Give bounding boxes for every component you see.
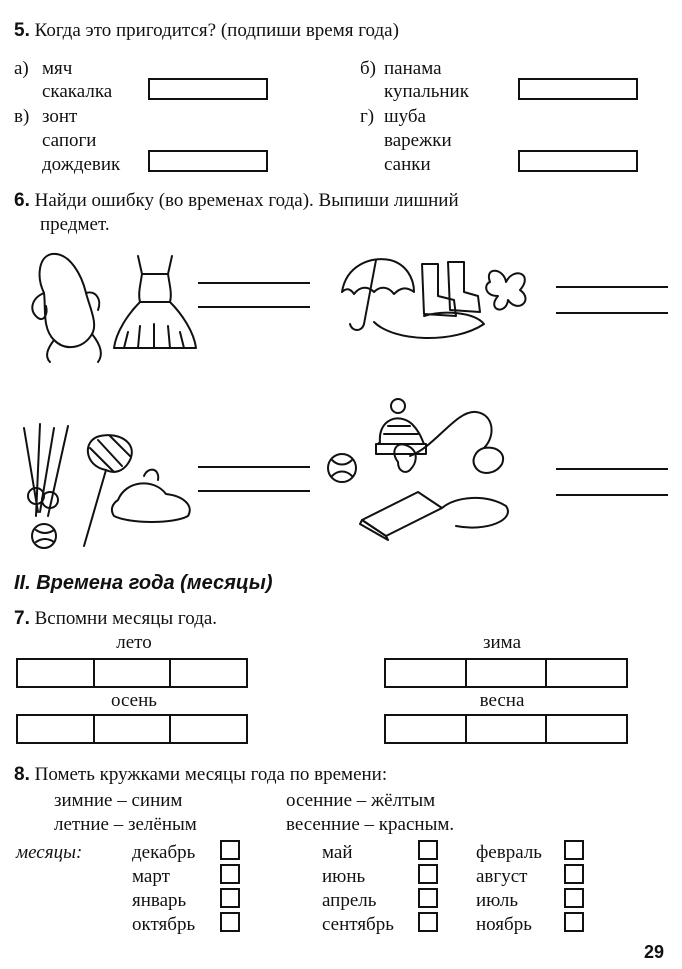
task5-letter-b: б): [360, 58, 376, 79]
month-item: ноябрь: [476, 914, 532, 935]
checkbox[interactable]: [418, 912, 438, 932]
legend-winter: зимние – синим: [54, 790, 183, 811]
task5-item: мяч: [42, 58, 73, 79]
months-grid-autumn[interactable]: [16, 714, 248, 744]
legend-summer: летние – зелёным: [54, 814, 197, 835]
month-item: август: [476, 866, 528, 887]
month-item: апрель: [322, 890, 377, 911]
task5-letter-a: а): [14, 58, 29, 79]
legend-spring: весенние – красным.: [286, 814, 455, 835]
answer-line-1a[interactable]: [198, 282, 310, 284]
answer-box-v[interactable]: [148, 150, 268, 172]
checkbox[interactable]: [220, 912, 240, 932]
task5-item: шуба: [384, 106, 426, 127]
task5-item: варежки: [384, 130, 452, 151]
answer-line-2a[interactable]: [556, 286, 668, 288]
task5-item: купальник: [384, 81, 469, 102]
task5-letter-g: г): [360, 106, 375, 127]
task5-number: 5.: [14, 20, 30, 41]
task5-title: Когда это пригодится? (подпиши время года): [34, 20, 399, 41]
season-label-winter: зима: [483, 632, 521, 653]
task6-title-line2: предмет.: [40, 214, 110, 235]
answer-line-3a[interactable]: [198, 466, 310, 468]
answer-line-2b[interactable]: [556, 312, 668, 314]
checkbox[interactable]: [564, 864, 584, 884]
task7-heading: [14, 608, 217, 630]
season-label-spring: весна: [479, 690, 525, 711]
task5-item: санки: [384, 154, 431, 175]
task5-item: дождевик: [42, 154, 121, 175]
checkbox[interactable]: [220, 864, 240, 884]
checkbox[interactable]: [220, 840, 240, 860]
months-grid-winter[interactable]: [384, 658, 628, 688]
months-grid-summer[interactable]: [16, 658, 248, 688]
checkbox[interactable]: [418, 888, 438, 908]
answer-line-1b[interactable]: [198, 306, 310, 308]
task7-number: 7.: [14, 608, 30, 629]
checkbox[interactable]: [564, 888, 584, 908]
task8-number: 8.: [14, 764, 30, 785]
task5-letter-v: в): [14, 106, 30, 127]
page-number: 29: [644, 942, 665, 962]
answer-box-b[interactable]: [518, 78, 638, 100]
month-item: сентябрь: [322, 914, 394, 935]
month-item: февраль: [476, 842, 542, 863]
month-item: декабрь: [132, 842, 196, 863]
checkbox[interactable]: [564, 912, 584, 932]
answer-box-a[interactable]: [148, 78, 268, 100]
task6-heading: [14, 190, 459, 212]
task7-title: Вспомни месяцы года.: [34, 608, 218, 629]
task5-heading: [14, 20, 399, 42]
section-title: II. Времена года (месяцы): [14, 572, 273, 594]
checkbox[interactable]: [418, 840, 438, 860]
task8-title: Пометь кружками месяцы года по времени:: [34, 764, 388, 785]
umbrella-icon: [334, 252, 544, 352]
month-item: июль: [476, 890, 519, 911]
month-item: январь: [132, 890, 187, 911]
season-label-summer: лето: [116, 632, 152, 653]
checkbox[interactable]: [220, 888, 240, 908]
legend-autumn: осенние – жёлтым: [286, 790, 436, 811]
months-label: месяцы:: [16, 842, 83, 863]
checkbox[interactable]: [418, 864, 438, 884]
month-item: май: [322, 842, 353, 863]
ski-poles-icon: [14, 420, 204, 552]
month-item: июнь: [322, 866, 366, 887]
task5-item: скакалка: [42, 81, 113, 102]
months-grid-spring[interactable]: [384, 714, 628, 744]
answer-line-4a[interactable]: [556, 468, 668, 470]
winter-items-icon: [326, 396, 526, 542]
answer-box-g[interactable]: [518, 150, 638, 172]
task5-item: панама: [384, 58, 442, 79]
month-item: октябрь: [132, 914, 196, 935]
checkbox[interactable]: [564, 840, 584, 860]
answer-line-4b[interactable]: [556, 494, 668, 496]
task8-heading: [14, 764, 387, 786]
answer-line-3b[interactable]: [198, 490, 310, 492]
task6-number: 6.: [14, 190, 30, 211]
task5-item: зонт: [42, 106, 78, 127]
task5-item: сапоги: [42, 130, 97, 151]
month-item: март: [132, 866, 170, 887]
task6-title: Найди ошибку (во временах года). Выпиши лишний: [34, 190, 459, 211]
season-label-autumn: осень: [111, 690, 157, 711]
dress-icon: [110, 252, 210, 362]
